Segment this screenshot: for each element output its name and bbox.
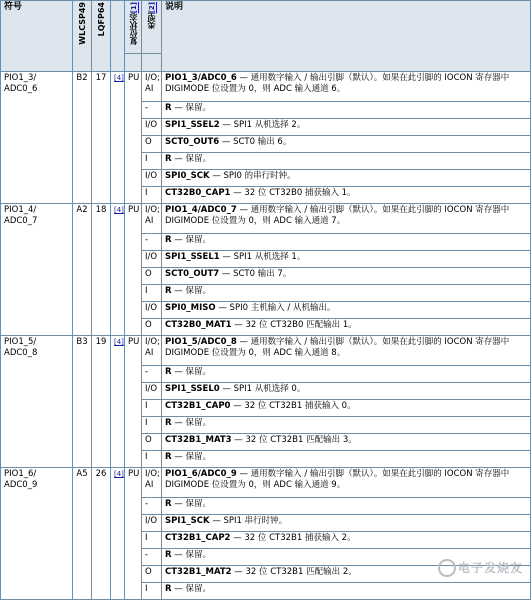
pin-type: I/O <box>142 119 162 136</box>
signal-description: — 32 位 CT32B0 匹配输出 1。 <box>231 320 357 330</box>
pin-type: I/O; AI <box>142 468 162 498</box>
pin-wlcsp49: B2 <box>73 72 92 204</box>
pin-footnote-cell <box>111 72 125 204</box>
pin-lqfp64: 26 <box>92 468 111 600</box>
pin-description <box>162 336 531 366</box>
signal-name: PIO1_3/ADC0_6 <box>165 73 237 83</box>
pin-reset-state: PU <box>125 336 142 468</box>
pin-lqfp64: 19 <box>92 336 111 468</box>
pin-type: - <box>142 234 162 251</box>
pin-description <box>162 285 531 302</box>
reset-footnote-link[interactable]: [1] <box>130 2 138 14</box>
signal-description: — 32 位 CT32B0 捕获输入 1。 <box>230 188 356 198</box>
signal-name: R <box>165 286 172 296</box>
pin-reset-state: PU <box>125 468 142 600</box>
signal-description: — 保留。 <box>171 584 211 594</box>
signal-description: — 保留。 <box>171 154 211 164</box>
header-note-spacer <box>111 1 125 72</box>
signal-description: — 通用数字输入 / 输出引脚（默认）。如果在此引脚的 IOCON 寄存器中 DIGIMODE 位设置为 0，则 ADC 输入通道 7。 <box>165 205 510 226</box>
signal-description: — 保留。 <box>171 499 211 509</box>
pin-description <box>162 366 531 383</box>
pin-description <box>162 251 531 268</box>
signal-description: — SPI1 串行时钟。 <box>209 516 288 526</box>
table-row <box>1 336 531 366</box>
pin-footnote-link[interactable]: [4] <box>114 206 124 214</box>
signal-description: — 保留。 <box>171 235 211 245</box>
pin-description <box>162 400 531 417</box>
signal-name: CT32B1_MAT3 <box>165 435 232 445</box>
pin-description <box>162 434 531 451</box>
signal-description: — 保留。 <box>171 103 211 113</box>
signal-name: PIO1_5/ADC0_8 <box>165 337 237 347</box>
signal-description: — 通用数字输入 / 输出引脚（默认）。如果在此引脚的 IOCON 寄存器中 DIGIMODE 位设置为 0，则 ADC 输入通道 8。 <box>165 337 510 358</box>
signal-description: — SCT0 输出 7。 <box>219 269 292 279</box>
pin-reset-state: PU <box>125 204 142 336</box>
pin-lqfp64: 18 <box>92 204 111 336</box>
pin-description <box>162 153 531 170</box>
pin-footnote-cell <box>111 336 125 468</box>
pin-type: - <box>142 549 162 566</box>
pin-type: I/O <box>142 251 162 268</box>
signal-description: — 保留。 <box>171 550 211 560</box>
pin-reset-state: PU <box>125 72 142 204</box>
signal-name: SCT0_OUT6 <box>165 137 220 147</box>
pin-description <box>162 187 531 204</box>
signal-description: — SPI1 从机选择 1。 <box>219 252 306 262</box>
pin-description <box>162 383 531 400</box>
pin-type: I <box>142 451 162 468</box>
table-row <box>1 204 531 234</box>
signal-name: R <box>165 584 172 594</box>
pin-wlcsp49: B3 <box>73 336 92 468</box>
signal-description: — SPI1 从机选择 0。 <box>219 384 306 394</box>
signal-name: SPI0_SCK <box>165 171 210 181</box>
pin-type: I/O; AI <box>142 72 162 102</box>
pin-description <box>162 319 531 336</box>
pin-type: I <box>142 400 162 417</box>
pin-footnote-cell <box>111 468 125 600</box>
signal-description: — 通用数字输入 / 输出引脚（默认）。如果在此引脚的 IOCON 寄存器中 DIGIMODE 位设置为 0，则 ADC 输入通道 6。 <box>165 73 510 94</box>
pin-type: I/O; AI <box>142 204 162 234</box>
pin-type: O <box>142 319 162 336</box>
pin-symbol: PIO1_3/ ADC0_6 <box>1 72 73 204</box>
pin-type: O <box>142 268 162 285</box>
signal-name: CT32B0_CAP1 <box>165 188 231 198</box>
pin-description <box>162 204 531 234</box>
table-header-row <box>1 1 531 54</box>
pin-description <box>162 302 531 319</box>
signal-description: — 通用数字输入 / 输出引脚（默认）。如果在此引脚的 IOCON 寄存器中 DIGIMODE 位设置为 0，则 ADC 输入通道 9。 <box>165 469 510 490</box>
pin-description <box>162 451 531 468</box>
signal-name: R <box>165 418 172 428</box>
pin-type: I/O <box>142 302 162 319</box>
signal-name: SPI1_SSEL1 <box>165 252 220 262</box>
signal-description: — 32 位 CT32B1 匹配输出 2。 <box>231 567 357 577</box>
pin-description <box>162 72 531 102</box>
pin-symbol: PIO1_5/ ADC0_8 <box>1 336 73 468</box>
signal-description: — SPI0 的串行时钟。 <box>209 171 296 181</box>
header-lqfp64: LQFP64 <box>92 1 111 72</box>
pin-description <box>162 234 531 251</box>
signal-name: SPI1_SSEL0 <box>165 384 220 394</box>
signal-name: R <box>165 103 172 113</box>
pin-lqfp64: 17 <box>92 72 111 204</box>
pin-footnote-cell <box>111 204 125 336</box>
signal-name: CT32B1_CAP2 <box>165 533 231 543</box>
signal-description: — SPI1 从机选择 2。 <box>219 120 306 130</box>
header-pad-a <box>125 54 142 72</box>
signal-name: R <box>165 499 172 509</box>
pin-description <box>162 119 531 136</box>
pin-type: I/O <box>142 170 162 187</box>
pin-type: O <box>142 566 162 583</box>
pin-type: - <box>142 366 162 383</box>
pin-type: I <box>142 583 162 600</box>
pin-description <box>162 583 531 600</box>
pin-wlcsp49: A5 <box>73 468 92 600</box>
pin-description <box>162 417 531 434</box>
signal-description: — SCT0 输出 6。 <box>219 137 292 147</box>
pin-type: I/O <box>142 383 162 400</box>
signal-name: PIO1_4/ADC0_7 <box>165 205 237 215</box>
table-row <box>1 72 531 102</box>
signal-description: — 保留。 <box>171 286 211 296</box>
header-wlcsp49: WLCSP49 <box>73 1 92 72</box>
pin-description <box>162 532 531 549</box>
header-symbol: 符号 <box>1 1 73 72</box>
pin-footnote-link[interactable]: [4] <box>114 74 124 82</box>
pin-description <box>162 268 531 285</box>
signal-name: CT32B1_MAT2 <box>165 567 232 577</box>
header-description: 说明 <box>162 1 531 72</box>
pin-description <box>162 468 531 498</box>
signal-name: R <box>165 235 172 245</box>
watermark-logo-icon <box>438 559 456 577</box>
pin-type: I <box>142 285 162 302</box>
signal-description: — 保留。 <box>171 418 211 428</box>
pin-footnote-link[interactable]: [4] <box>114 470 124 478</box>
signal-name: R <box>165 452 172 462</box>
signal-name: CT32B1_CAP0 <box>165 401 231 411</box>
table-row <box>1 468 531 498</box>
signal-name: SPI1_SCK <box>165 516 210 526</box>
signal-name: SPI0_MISO <box>165 303 216 313</box>
pin-description <box>162 498 531 515</box>
pin-type: - <box>142 498 162 515</box>
signal-name: PIO1_6/ADC0_9 <box>165 469 237 479</box>
pin-description <box>162 102 531 119</box>
pin-type: I <box>142 153 162 170</box>
signal-name: R <box>165 367 172 377</box>
pin-description <box>162 515 531 532</box>
type-footnote-link[interactable]: [2] <box>147 2 156 14</box>
pin-wlcsp49: A2 <box>73 204 92 336</box>
watermark: 电子发烧友 <box>438 559 523 578</box>
pin-type: I/O <box>142 515 162 532</box>
signal-name: SCT0_OUT7 <box>165 269 220 279</box>
signal-description: — 32 位 CT32B1 捕获输入 0。 <box>230 401 356 411</box>
signal-name: R <box>165 154 172 164</box>
pin-type: O <box>142 434 162 451</box>
pin-symbol: PIO1_4/ ADC0_7 <box>1 204 73 336</box>
pin-type: - <box>142 102 162 119</box>
header-pad-b <box>142 54 162 72</box>
pin-symbol: PIO1_6/ ADC0_9 <box>1 468 73 600</box>
pin-type: I <box>142 532 162 549</box>
pin-description <box>162 170 531 187</box>
signal-description: — SPI0 主机输入 / 从机输出。 <box>215 303 336 313</box>
header-reset-state: 复位状态[1] <box>125 1 142 54</box>
signal-name: SPI1_SSEL2 <box>165 120 220 130</box>
pin-type: I/O; AI <box>142 336 162 366</box>
signal-description: — 32 位 CT32B1 捕获输入 2。 <box>230 533 356 543</box>
pin-footnote-link[interactable]: [4] <box>114 338 124 346</box>
pin-type: I <box>142 417 162 434</box>
pin-type: I <box>142 187 162 204</box>
header-type: 类型[2] <box>142 1 162 54</box>
signal-description: — 保留。 <box>171 367 211 377</box>
signal-name: CT32B0_MAT1 <box>165 320 232 330</box>
signal-description: — 32 位 CT32B1 匹配输出 3。 <box>231 435 357 445</box>
signal-description: — 保留。 <box>171 452 211 462</box>
pin-type: O <box>142 136 162 153</box>
pin-description <box>162 136 531 153</box>
signal-name: R <box>165 550 172 560</box>
